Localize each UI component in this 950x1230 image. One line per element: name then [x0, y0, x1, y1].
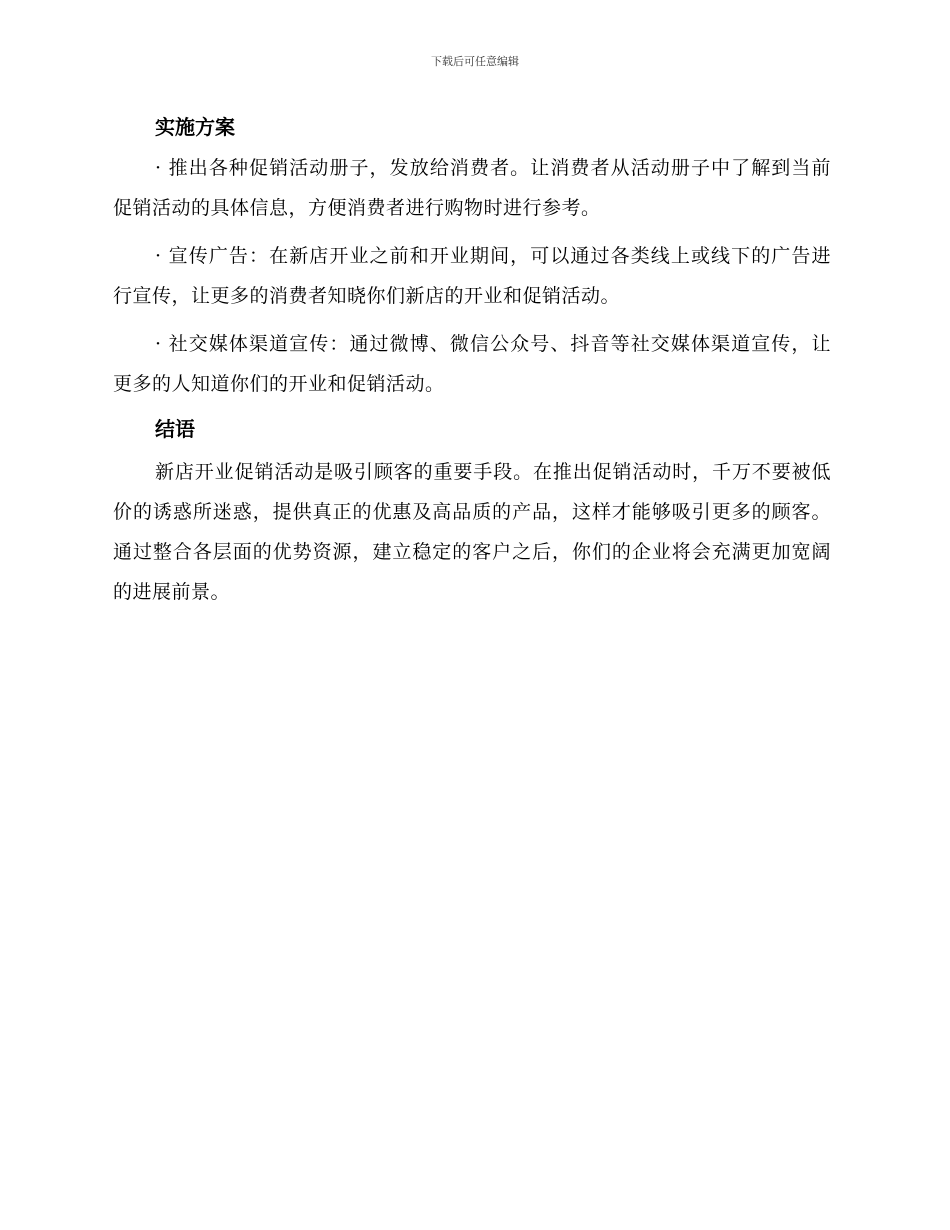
conclusion-paragraph: 新店开业促销活动是吸引顾客的重要手段。在推出促销活动时，千万不要被低价的诱惑所迷惑，提供真正的优惠及高品质的产品，这样才能够吸引更多的顾客。通过整合各层面的优势资源，建立稳定的客户之后，你们的企业将会充满更加宽阔的进展前景。 — [113, 461, 831, 603]
document-body — [113, 110, 831, 612]
section-heading-conclusion: 结语 — [155, 417, 195, 441]
page-header: 下载后可任意编辑 — [431, 55, 519, 68]
bullet-paragraph-advertising: · 宣传广告：在新店开业之前和开业期间，可以通过各类线上或线下的广告进行宣传，让更多的消费者知晓你们新店的开业和促销活动。 — [113, 245, 831, 307]
bullet-paragraph-brochure: · 推出各种促销活动册子，发放给消费者。让消费者从活动册子中了解到当前促销活动的具体信息，方便消费者进行购物时进行参考。 — [113, 157, 831, 219]
bullet-paragraph-social-media: · 社交媒体渠道宣传：通过微博、微信公众号、抖音等社交媒体渠道宣传，让更多的人知道你们的开业和促销活动。 — [113, 333, 831, 395]
section-heading-implementation: 实施方案 — [155, 115, 235, 139]
